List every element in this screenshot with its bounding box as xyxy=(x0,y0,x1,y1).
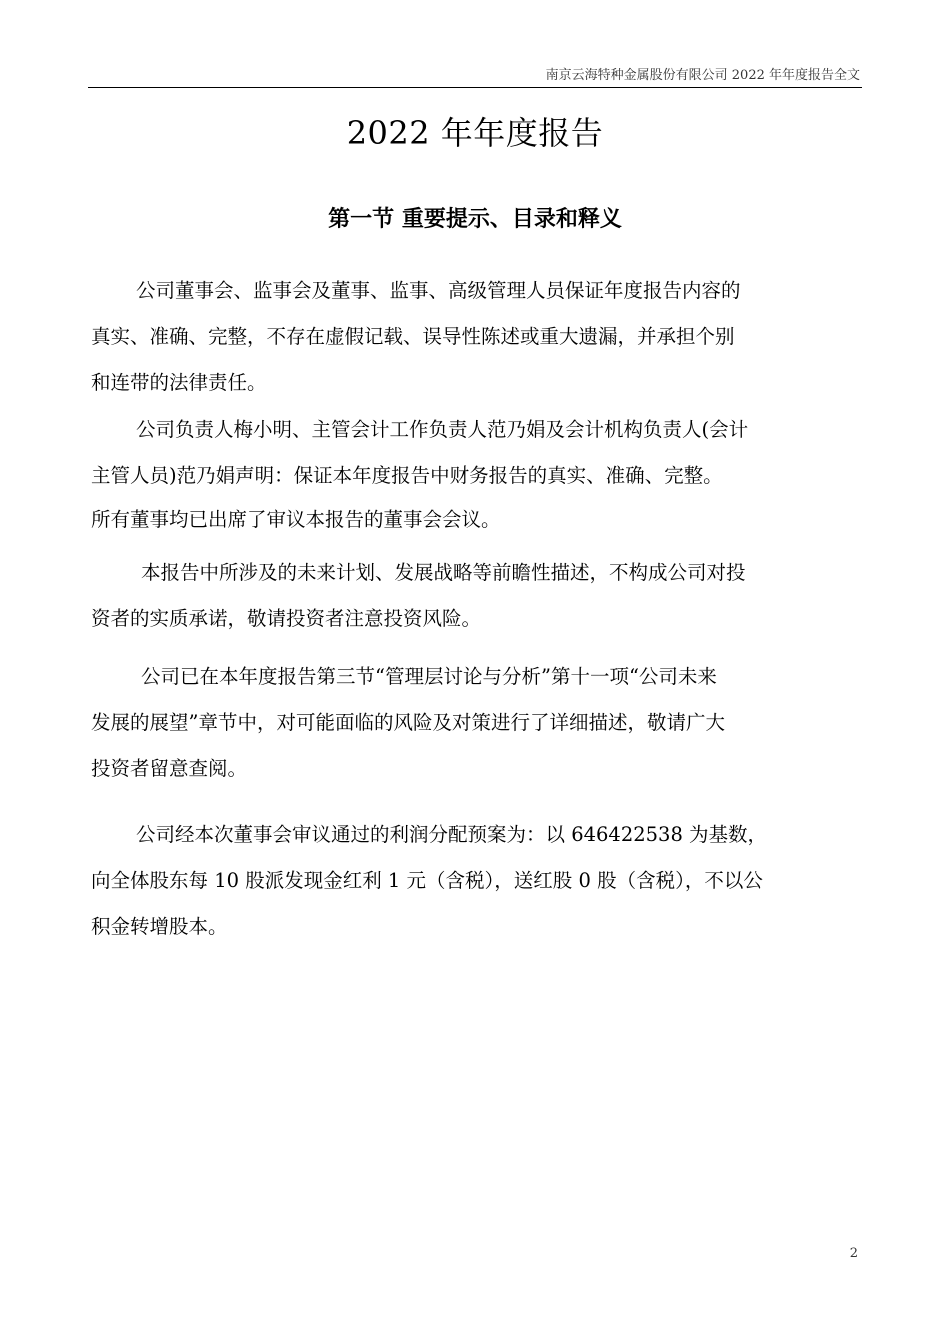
paragraph-line: 和连带的法律责任。 xyxy=(91,371,267,394)
page-number: 2 xyxy=(849,1246,858,1261)
paragraph-line: 本报告中所涉及的未来计划、发展战略等前瞻性描述，不构成公司对投 xyxy=(141,561,746,584)
profit-distribution-paragraph xyxy=(91,812,861,950)
paragraph-line: 所有董事均已出席了审议本报告的董事会会议。 xyxy=(91,508,501,531)
board-attendance-paragraph xyxy=(91,497,861,543)
header-divider xyxy=(88,87,862,88)
risk-disclosure-paragraph xyxy=(91,654,861,792)
paragraph-line: 真实、准确、完整，不存在虚假记载、误导性陈述或重大遗漏，并承担个别 xyxy=(91,325,735,348)
paragraph-line: 公司经本次董事会审议通过的利润分配预案为：以 646422538 为基数， xyxy=(136,823,768,846)
paragraph-line: 发展的展望”章节中，对可能面临的风险及对策进行了详细描述，敬请广大 xyxy=(91,711,725,734)
paragraph-line: 主管人员)范乃娟声明：保证本年度报告中财务报告的真实、准确、完整。 xyxy=(91,464,723,487)
paragraph-line: 公司董事会、监事会及董事、监事、高级管理人员保证年度报告内容的 xyxy=(136,279,741,302)
paragraph-line: 积金转增股本。 xyxy=(91,915,228,938)
paragraph-line: 公司负责人梅小明、主管会计工作负责人范乃娟及会计机构负责人(会计 xyxy=(136,418,749,441)
document-title: 2022 年年度报告 xyxy=(346,114,604,152)
financial-report-declaration-paragraph xyxy=(91,407,861,499)
paragraph-line: 向全体股东每 10 股派发现金红利 1 元（含税），送红股 0 股（含税），不以公 xyxy=(91,869,763,892)
forward-looking-statement-paragraph xyxy=(91,550,861,642)
section-heading: 第一节 重要提示、目录和释义 xyxy=(328,206,622,232)
paragraph-line: 投资者留意查阅。 xyxy=(91,757,248,780)
paragraph-line: 公司已在本年度报告第三节“管理层讨论与分析”第十一项“公司未来 xyxy=(141,665,717,688)
paragraph-line: 资者的实质承诺，敬请投资者注意投资风险。 xyxy=(91,607,482,630)
running-header: 南京云海特种金属股份有限公司 2022 年年度报告全文 xyxy=(545,68,860,83)
responsibility-statement-paragraph xyxy=(91,268,861,406)
